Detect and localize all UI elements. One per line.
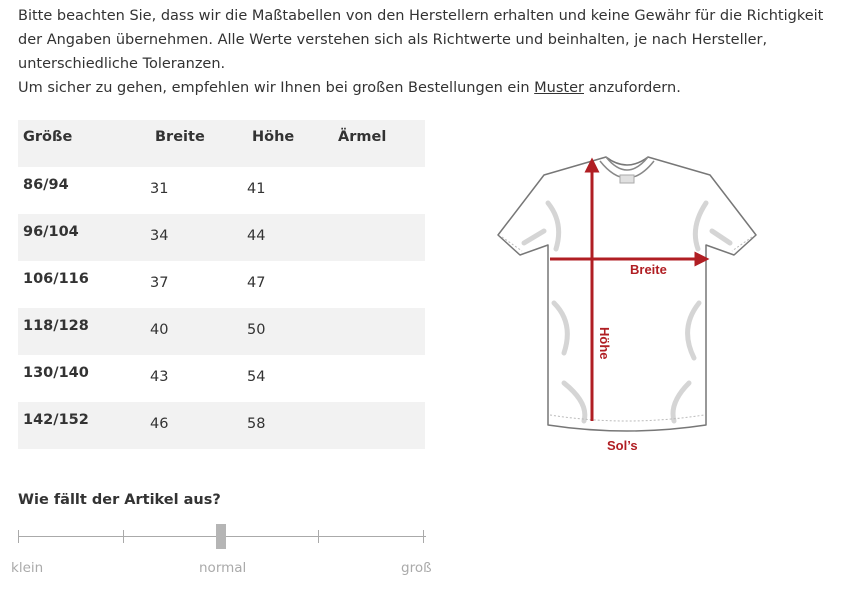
intro-text [18,4,838,100]
size-cell: 106/116 [23,271,89,287]
slider-handle[interactable] [216,524,226,549]
tshirt-label [620,175,634,183]
slider-tick [318,530,319,543]
height-label: Höhe [597,327,612,360]
slider-tick [423,530,424,543]
width-cell: 31 [150,181,169,197]
slider-tick [123,530,124,543]
slider-tick [18,530,19,543]
size-table [18,120,425,449]
size-cell: 86/94 [23,177,69,193]
tshirt-outline [498,157,756,431]
size-cell: 130/140 [23,365,89,381]
scale-label-small: klein [11,560,44,576]
width-cell: 37 [150,275,169,291]
height-cell: 44 [247,228,266,244]
column-header-width: Breite [155,129,205,145]
width-cell: 40 [150,322,169,338]
sleeve-cell [333,167,425,214]
size-cell: 142/152 [23,412,89,428]
height-cell: 58 [247,416,266,432]
fit-title: Wie fällt der Artikel aus? [18,492,221,508]
column-header-sleeve: Ärmel [338,129,387,145]
scale-label-large: groß [401,560,432,576]
sample-hint-before: Um sicher zu gehen, empfehlen wir Ihnen bei großen Bestellungen ein [18,80,535,96]
height-cell: 41 [247,181,266,197]
sample-hint-after: anzufordern. [584,80,681,96]
table-header-row [18,120,425,167]
sample-link[interactable]: Muster [534,80,584,96]
fit-slider[interactable] [18,524,426,548]
height-cell: 47 [247,275,266,291]
disclaimer-text: Bitte beachten Sie, dass wir die Maßtabellen von den Herstellern erhalten und keine Gewähr für die Richtigkeit der Angaben übernehmen. Alle Werte verstehen sich als Richtwerte und beinhalten, je nach Hersteller, unterschiedliche Toleranzen. [18,8,824,72]
table-row [18,308,425,355]
scale-label-normal: normal [199,560,247,576]
table-row [18,261,425,308]
tshirt-measurement-diagram [494,153,760,453]
width-cell: 46 [150,416,169,432]
sleeve-cell [333,355,425,402]
sample-hint [18,76,838,100]
brand-label: Sol’s [607,438,638,453]
column-header-size: Größe [23,129,73,145]
sleeve-cell [333,308,425,355]
sleeve-cell [333,214,425,261]
size-cell: 96/104 [23,224,79,240]
width-label: Breite [630,262,667,277]
height-cell: 54 [247,369,266,385]
sleeve-cell [333,402,425,449]
table-row [18,402,425,449]
table-row [18,355,425,402]
size-cell: 118/128 [23,318,89,334]
table-row [18,167,425,214]
width-cell: 43 [150,369,169,385]
table-row [18,214,425,261]
sleeve-cell [333,261,425,308]
width-cell: 34 [150,228,169,244]
column-header-height: Höhe [252,129,295,145]
height-cell: 50 [247,322,266,338]
